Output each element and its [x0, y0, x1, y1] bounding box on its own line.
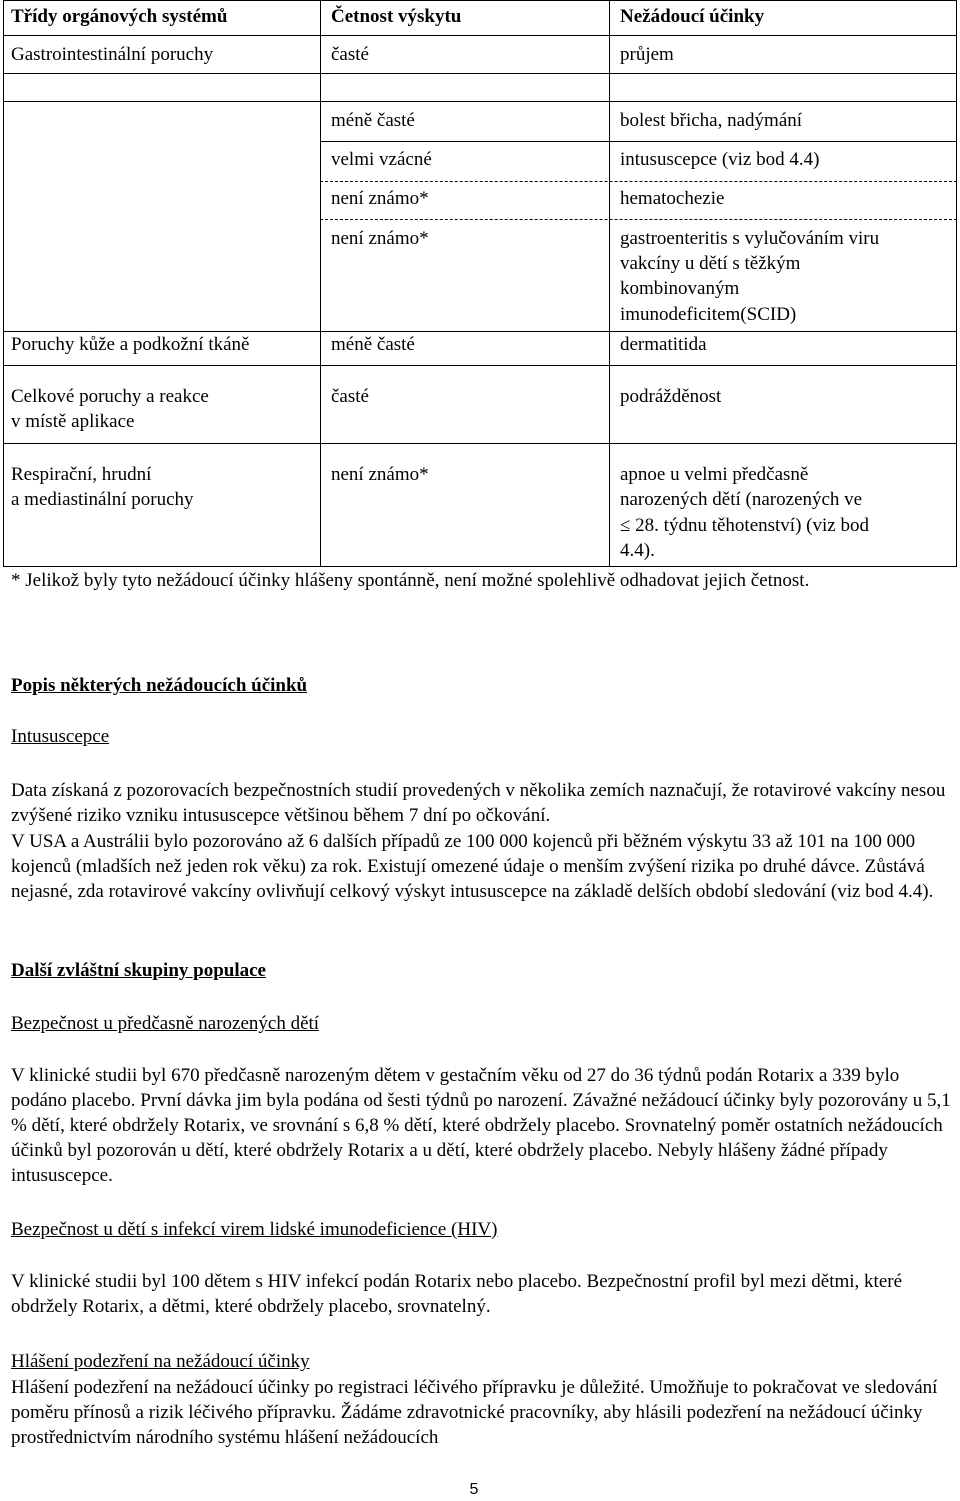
table-cell-effect-line: ≤ 28. týdnu těhotenství) (viz bod	[620, 515, 869, 536]
table-cell-effect-line: vakcíny u dětí s těžkým	[620, 253, 801, 274]
table-cell-effect: průjem	[620, 44, 674, 65]
table-header-frequency: Četnost výskytu	[331, 6, 462, 27]
table-col-sep-1	[320, 0, 321, 567]
table-cell-effect: hematochezie	[620, 188, 725, 209]
table-row-sep-4	[320, 181, 957, 182]
page-number: 5	[469, 1481, 479, 1498]
table-cell-effect-line: gastroenteritis s vylučováním viru	[620, 228, 880, 249]
table-cell-frequency: méně časté	[331, 334, 415, 355]
intussusception-heading: Intususcepce	[11, 726, 110, 747]
table-row-sep-1	[3, 73, 957, 74]
table-border-top	[3, 0, 957, 1]
table-cell-effect: intususcepce (viz bod 4.4)	[620, 149, 820, 170]
table-cell-effect: bolest břicha, nadýmání	[620, 110, 803, 131]
table-row-sep-5	[320, 219, 957, 220]
reporting-paragraph: Hlášení podezření na nežádoucí účinky po registraci léčivého přípravku je důležité. Umožňuje to pokračovat ve sledování poměru přínosů a rizik léčivého přípravku. Žádáme zdravotnické pracovníky, aby hlásili podezření na nežádoucí účinky prostřednictvím národního systému hlášení nežádoucích	[11, 1377, 938, 1448]
table-cell-effect-line: 4.4).	[620, 540, 655, 561]
table-row-sep-3	[320, 141, 957, 142]
special-groups-title: Další zvláštní skupiny populace	[11, 960, 266, 981]
table-col-sep-2	[609, 0, 610, 567]
table-cell-effect-line: narozených dětí (narozených ve	[620, 489, 863, 510]
table-cell-effect-line: apnoe u velmi předčasně	[620, 464, 809, 485]
table-row-sep-7	[3, 365, 957, 366]
table-border-right	[956, 0, 957, 567]
table-footnote: * Jelikož byly tyto nežádoucí účinky hlášeny spontánně, není možné spolehlivě odhadovat jejich četnost.	[11, 570, 810, 591]
table-cell-system-line: a mediastinální poruchy	[11, 489, 194, 510]
table-header-effect: Nežádoucí účinky	[620, 6, 765, 27]
table-header-system: Třídy orgánových systémů	[11, 6, 228, 27]
table-cell-frequency: méně časté	[331, 110, 415, 131]
table-cell-effect-line: kombinovaným	[620, 278, 740, 299]
table-cell-effect: podrážděnost	[620, 386, 722, 407]
section-title: Popis některých nežádoucích účinků	[11, 675, 308, 696]
table-cell-system: Poruchy kůže a podkožní tkáně	[11, 334, 250, 355]
table-row-sep-2	[3, 101, 957, 102]
table-cell-frequency: není známo*	[331, 228, 429, 249]
intussusception-paragraph-2: V USA a Austrálii bylo pozorováno až 6 dalších případů ze 100 000 kojenců při běžném výskytu 33 až 101 na 100 000 kojenců (mladších než jeden rok věku) za rok. Existují omezené údaje o menším zvýšení rizika po druhé dávce. Zůstává nejasné, zda rotavirové vakcíny ovlivňují celkový výskyt intususcepce na základě delších období sledování (viz bod 4.4).	[11, 831, 934, 902]
table-cell-effect-line: imunodeficitem(SCID)	[620, 304, 797, 325]
table-cell-frequency: velmi vzácné	[331, 149, 432, 170]
table-header-sep	[3, 35, 957, 36]
intussusception-paragraph-1: Data získaná z pozorovacích bezpečnostních studií provedených v několika zemích naznačují, že rotavirové vakcíny nesou zvýšené riziko vzniku intususcepce většinou během 7 dní po očkování.	[11, 780, 946, 826]
table-cell-system: Gastrointestinální poruchy	[11, 44, 214, 65]
table-cell-system-line: Respirační, hrudní	[11, 464, 152, 485]
table-border-left	[3, 0, 4, 567]
table-cell-frequency: není známo*	[331, 188, 429, 209]
table-cell-effect: dermatitida	[620, 334, 707, 355]
table-row-sep-8	[3, 443, 957, 444]
table-cell-system-line: v místě aplikace	[11, 411, 135, 432]
table-cell-frequency: časté	[331, 44, 369, 65]
reporting-heading: Hlášení podezření na nežádoucí účinky	[11, 1351, 310, 1372]
table-border-bottom	[3, 566, 957, 567]
hiv-heading: Bezpečnost u dětí s infekcí virem lidské imunodeficience (HIV)	[11, 1219, 498, 1240]
table-cell-frequency: není známo*	[331, 464, 429, 485]
table-cell-system-line: Celkové poruchy a reakce	[11, 386, 209, 407]
preterm-heading: Bezpečnost u předčasně narozených dětí	[11, 1013, 320, 1034]
table-cell-frequency: časté	[331, 386, 369, 407]
preterm-paragraph: V klinické studii byl 670 předčasně narozeným dětem v gestačním věku od 27 do 36 týdnů podán Rotarix a 339 bylo podáno placebo. První dávka jim byla podána od šesti týdnů po narození. Závažné nežádoucí účinky byly pozorovány u 5,1 % dětí, které obdržely Rotarix, ve srovnání s 6,8 % dětí, které obdržely placebo. Srovnatelný poměr ostatních nežádoucích účinků byl pozorován u dětí, které obdržely Rotarix a u dětí, které obdržely placebo. Nebyly hlášeny žádné případy intususcepce.	[11, 1065, 951, 1186]
hiv-paragraph: V klinické studii byl 100 dětem s HIV infekcí podán Rotarix nebo placebo. Bezpečnostní profil byl mezi dětmi, které obdržely Rotarix, a dětmi, které obdržely placebo, srovnatelný.	[11, 1271, 903, 1317]
